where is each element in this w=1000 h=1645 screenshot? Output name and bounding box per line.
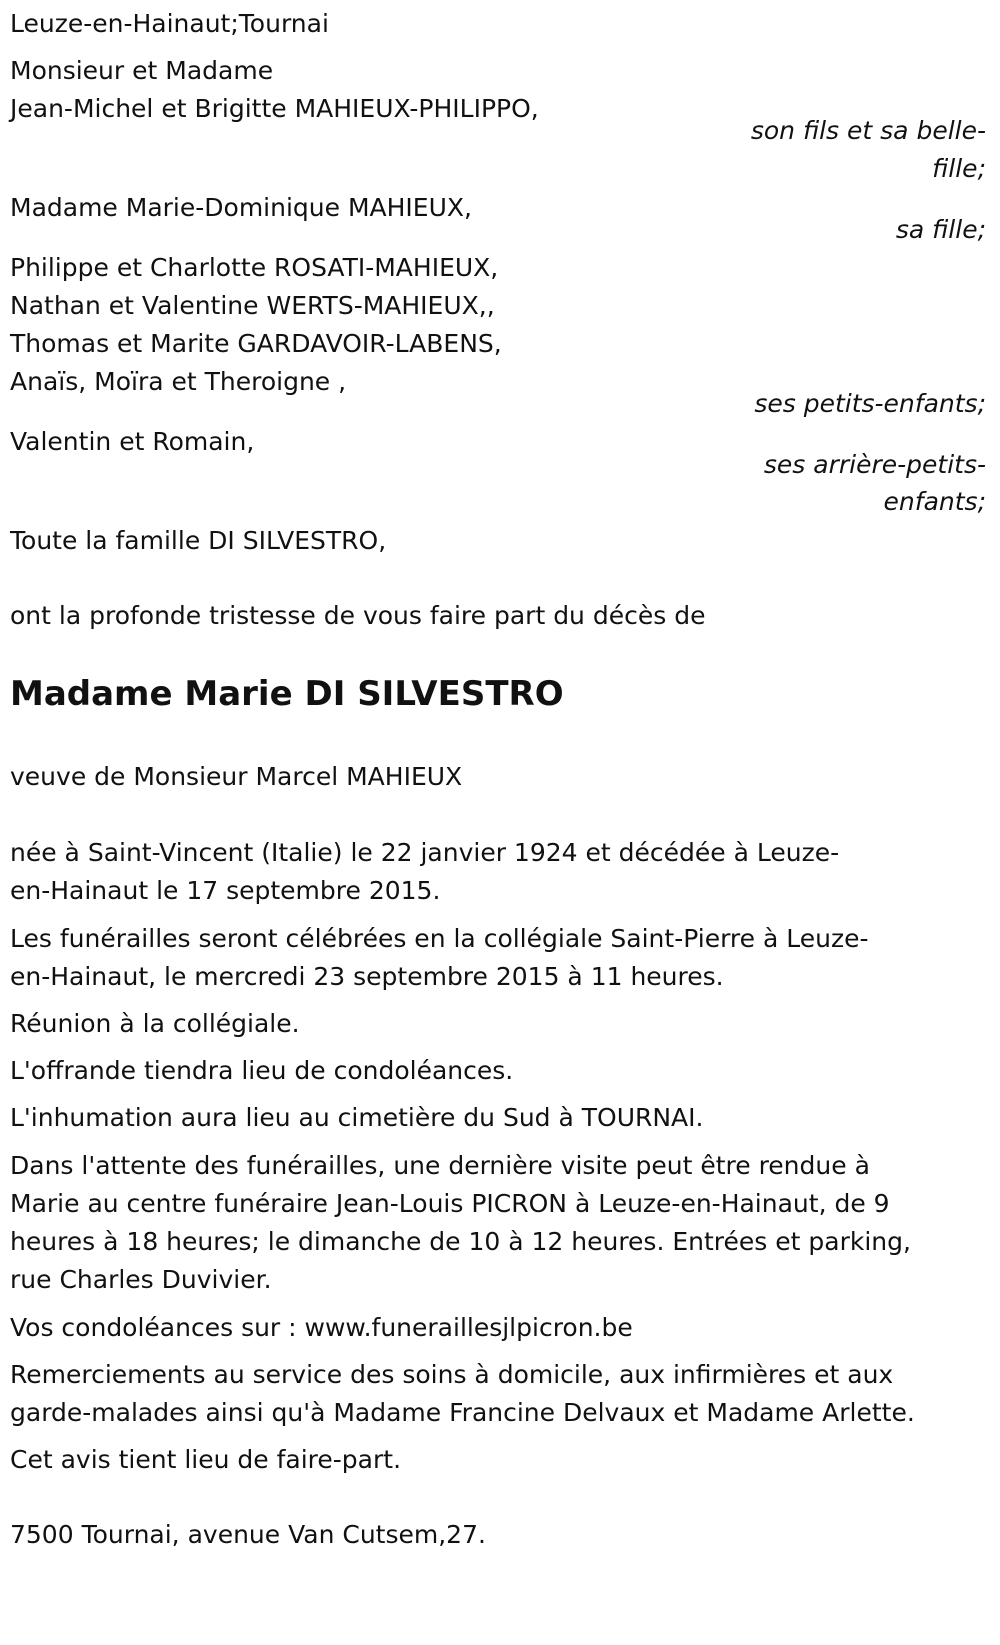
daughter-role: sa fille; bbox=[895, 215, 986, 244]
visit-line-4: rue Charles Duvivier. bbox=[10, 1265, 272, 1294]
great-grandchildren-role-line-1: ses arrière-petits- bbox=[763, 450, 986, 479]
extended-family: Toute la famille DI SILVESTRO, bbox=[10, 526, 387, 555]
great-grandchildren-names: Valentin et Romain, bbox=[10, 427, 255, 456]
visit-line-2: Marie au centre funéraire Jean-Louis PICRON à Leuze-en-Hainaut, de 9 bbox=[10, 1189, 890, 1218]
burial-info: L'inhumation aura lieu au cimetière du Sud à TOURNAI. bbox=[10, 1103, 704, 1132]
funeral-line-2: en-Hainaut, le mercredi 23 septembre 2015 à 11 heures. bbox=[10, 962, 724, 991]
grandchild-4: Anaïs, Moïra et Theroigne , bbox=[10, 367, 347, 396]
grandchild-3: Thomas et Marite GARDAVOIR-LABENS, bbox=[10, 329, 502, 358]
notice-line: Cet avis tient lieu de faire-part. bbox=[10, 1445, 402, 1474]
birth-death-line-2: en-Hainaut le 17 septembre 2015. bbox=[10, 876, 441, 905]
funeral-line-1: Les funérailles seront célébrées en la collégiale Saint-Pierre à Leuze- bbox=[10, 924, 869, 953]
son-line-1: Monsieur et Madame bbox=[10, 56, 274, 85]
condolences-link: Vos condoléances sur : www.funeraillesjlpicron.be bbox=[10, 1313, 633, 1342]
son-role-line-2: fille; bbox=[932, 154, 986, 183]
locations-header: Leuze-en-Hainaut;Tournai bbox=[10, 9, 329, 38]
widow-of: veuve de Monsieur Marcel MAHIEUX bbox=[10, 762, 463, 791]
daughter-name: Madame Marie-Dominique MAHIEUX, bbox=[10, 193, 472, 222]
meeting-info: Réunion à la collégiale. bbox=[10, 1009, 300, 1038]
grandchildren-role: ses petits-enfants; bbox=[754, 389, 986, 418]
deceased-name: Madame Marie DI SILVESTRO bbox=[10, 674, 564, 714]
address-line: 7500 Tournai, avenue Van Cutsem,27. bbox=[10, 1520, 486, 1549]
offering-info: L'offrande tiendra lieu de condoléances. bbox=[10, 1056, 514, 1085]
grandchild-1: Philippe et Charlotte ROSATI-MAHIEUX, bbox=[10, 253, 499, 282]
thanks-line-1: Remerciements au service des soins à domicile, aux infirmières et aux bbox=[10, 1360, 894, 1389]
son-role-line-1: son fils et sa belle- bbox=[750, 116, 986, 145]
great-grandchildren-role-line-2: enfants; bbox=[883, 487, 986, 516]
thanks-line-2: garde-malades ainsi qu'à Madame Francine Delvaux et Madame Arlette. bbox=[10, 1398, 915, 1427]
visit-line-3: heures à 18 heures; le dimanche de 10 à 12 heures. Entrées et parking, bbox=[10, 1227, 911, 1256]
son-line-2: Jean-Michel et Brigitte MAHIEUX-PHILIPPO, bbox=[10, 94, 539, 123]
birth-death-line-1: née à Saint-Vincent (Italie) le 22 janvier 1924 et décédée à Leuze- bbox=[10, 838, 840, 867]
grandchild-2: Nathan et Valentine WERTS-MAHIEUX,, bbox=[10, 291, 495, 320]
announcement-intro: ont la profonde tristesse de vous faire part du décès de bbox=[10, 601, 706, 630]
visit-line-1: Dans l'attente des funérailles, une dernière visite peut être rendue à bbox=[10, 1151, 870, 1180]
